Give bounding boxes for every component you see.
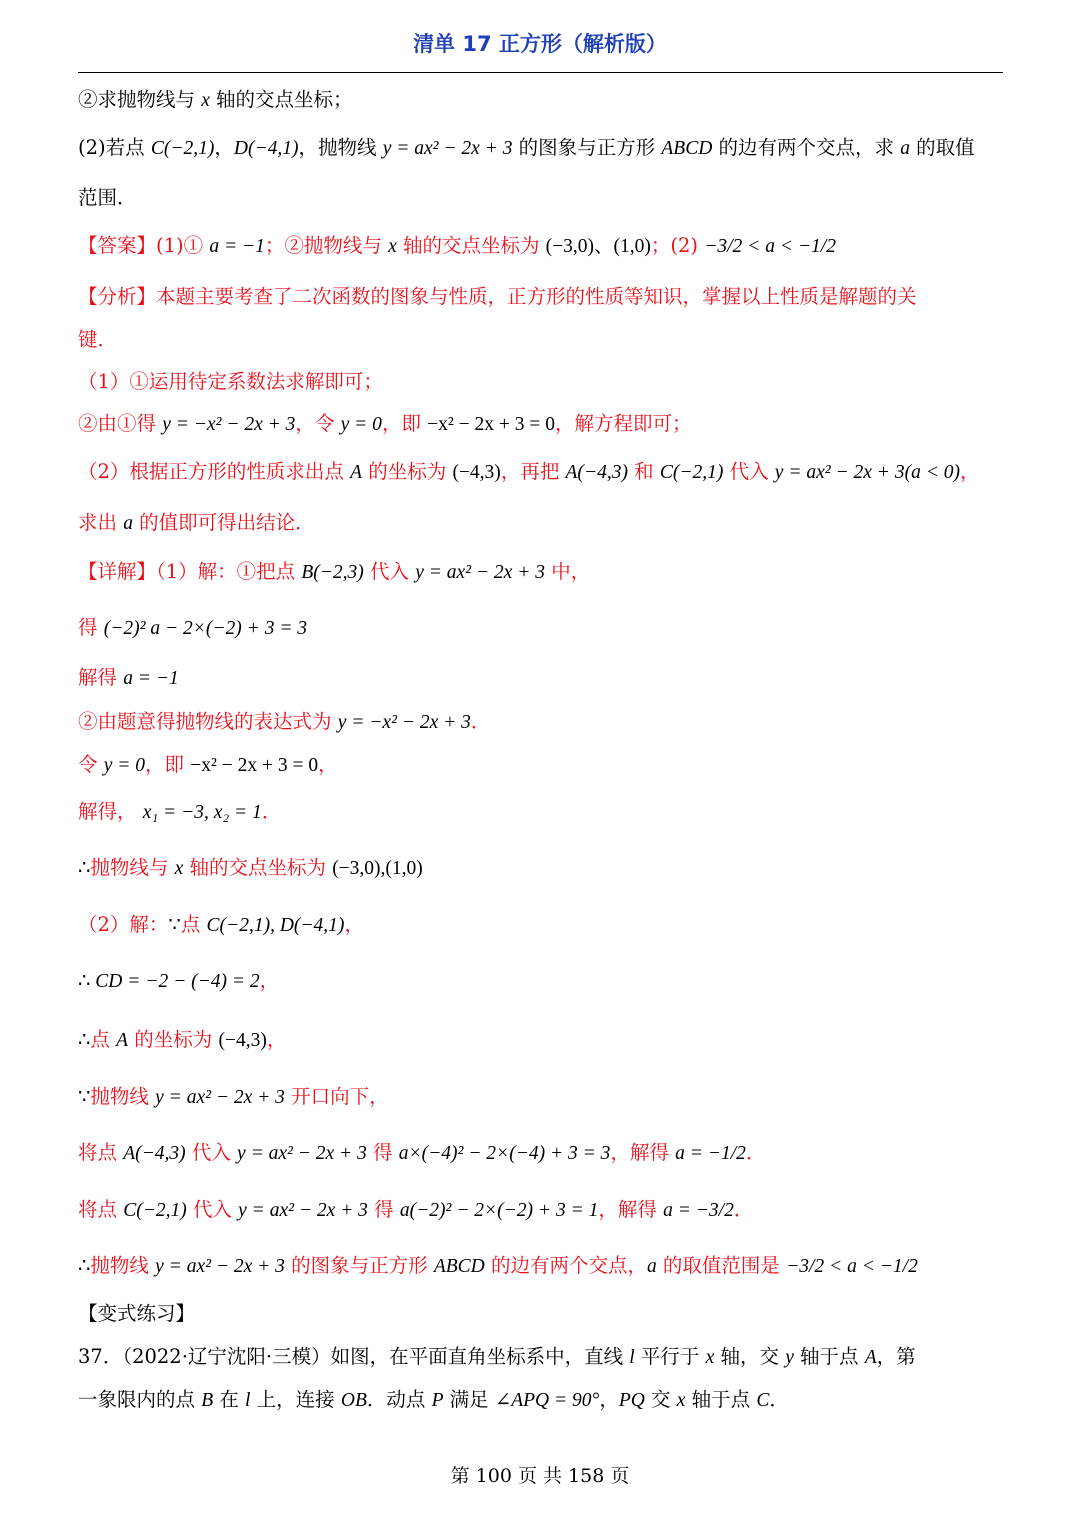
text-segment: 将点 (78, 1141, 124, 1164)
text-segment: ． (470, 710, 491, 733)
math-expression: P (431, 1390, 444, 1411)
text-segment: 得 (366, 1141, 399, 1164)
math-expression: (−4,3) (218, 1030, 267, 1051)
text-segment: 交 (644, 1388, 677, 1411)
text-line-l2 (78, 134, 1003, 163)
text-line-l18 (78, 911, 1003, 940)
text-segment: ，抛物线 (298, 136, 383, 159)
text-line-l13 (78, 664, 1003, 693)
text-segment: 代入 (186, 1198, 239, 1221)
math-expression: y = −x² − 2x + 3 (162, 414, 296, 435)
math-expression: ∴ (78, 1256, 91, 1277)
text-segment: 点 (180, 913, 207, 936)
text-segment: ，解得 (610, 1141, 676, 1164)
text-segment: ， (344, 913, 364, 936)
math-expression: (−3,0)、(1,0) (545, 236, 651, 257)
text-segment: 轴，交 (714, 1345, 786, 1368)
text-segment: 轴于点 (685, 1388, 757, 1411)
text-segment: （2）解： (78, 913, 169, 936)
math-expression: C(−2,1) (150, 138, 215, 159)
math-expression: −3/2 < a < −1/2 (704, 236, 836, 257)
math-expression: ∴ (78, 858, 91, 879)
text-segment: （2）根据正方形的性质求出点 (78, 460, 351, 483)
text-line-l27 (78, 1386, 1003, 1415)
text-segment: 满足 (443, 1388, 495, 1411)
math-expression: a (123, 513, 133, 534)
text-segment: ． (261, 800, 282, 823)
text-line-l5 (78, 283, 1003, 311)
text-segment: 键． (78, 328, 118, 351)
text-segment: ， (266, 1028, 287, 1051)
math-expression: CD = −2 − (−4) = 2 (95, 971, 260, 992)
text-line-l10 (78, 509, 1003, 538)
header-rule (78, 72, 1003, 73)
math-expression: A (350, 462, 363, 483)
text-segment: 将点 (78, 1198, 124, 1221)
math-expression: y = ax² − 2x + 3 (415, 562, 545, 583)
text-line-l17 (78, 854, 1003, 883)
text-segment: 一象限内的点 (78, 1388, 202, 1411)
math-expression: D(−4,1) (233, 138, 299, 159)
math-expression: −x² − 2x + 3 = 0 (190, 755, 319, 776)
text-segment: 轴的交点坐标； (209, 88, 353, 111)
text-segment: 平行于 (634, 1345, 706, 1368)
text-segment: 【分析】本题主要考查了二次函数的图象与性质，正方形的性质等知识，掌握以上性质是解题的关 (78, 285, 917, 308)
text-segment: 点 (90, 1028, 117, 1051)
text-segment: 解得， (78, 800, 143, 823)
math-expression: a = −1 (209, 236, 265, 257)
text-line-l9 (78, 458, 1003, 487)
text-segment: 令 (78, 753, 104, 776)
math-expression: a (900, 138, 910, 159)
math-expression: a(−2)² − 2×(−2) + 3 = 1 (399, 1200, 599, 1221)
math-expression: y = ax² − 2x + 3(a < 0) (774, 462, 960, 483)
math-expression: y = ax² − 2x + 3 (238, 1200, 368, 1221)
text-segment: 轴于点 (793, 1345, 865, 1368)
text-line-l11 (78, 558, 1003, 587)
math-expression: a = −1 (123, 668, 179, 689)
math-expression: y = ax² − 2x + 3 (237, 1143, 367, 1164)
text-segment: ②由①得 (78, 412, 163, 435)
text-line-l19 (78, 967, 1003, 996)
text-line-l26 (78, 1343, 1003, 1372)
math-expression: x (705, 1347, 715, 1368)
text-segment: 得 (78, 616, 104, 639)
text-segment: 的取值 (909, 136, 975, 159)
math-expression: y = −x² − 2x + 3 (337, 712, 471, 733)
math-expression: B (201, 1390, 214, 1411)
text-segment: ， (318, 753, 338, 776)
text-segment: 的图象与正方形 (512, 136, 662, 159)
text-segment: ；(2) (650, 234, 705, 257)
text-line-l22 (78, 1139, 1003, 1168)
math-expression: OB (340, 1390, 367, 1411)
text-segment: 【详解】（1）解：①把点 (78, 560, 302, 583)
text-segment: ，再把 (500, 460, 566, 483)
text-segment: 【答案】(1)① (78, 234, 210, 257)
text-segment: 代入 (185, 1141, 238, 1164)
text-line-l24 (78, 1252, 1003, 1281)
math-expression: a×(−4)² − 2×(−4) + 3 = 3 (398, 1143, 611, 1164)
math-expression: C(−2,1), D(−4,1) (206, 915, 345, 936)
text-segment: 解得 (78, 666, 124, 689)
text-segment: ， (959, 460, 980, 483)
text-segment: (2)若点 (78, 136, 151, 159)
math-expression: ABCD (661, 138, 713, 159)
text-segment: ，解方程即可； (554, 412, 692, 435)
math-expression: B(−2,3) (301, 562, 364, 583)
math-expression: −x² − 2x + 3 = 0 (427, 414, 555, 435)
math-expression: ∠APQ = 90° (494, 1390, 600, 1411)
text-segment: 的边有两个交点，求 (712, 136, 901, 159)
math-expression: a (646, 1256, 657, 1277)
text-segment: ， (214, 136, 234, 159)
text-line-l23 (78, 1196, 1003, 1225)
text-line-l4 (78, 232, 1003, 261)
math-expression: y = ax² − 2x + 3 (155, 1087, 285, 1108)
text-line-l6 (78, 326, 1003, 354)
text-segment: 37．（2022·辽宁沈阳·三模）如图，在平面直角坐标系中，直线 (78, 1345, 630, 1368)
math-expression: y = ax² − 2x + 3 (155, 1256, 285, 1277)
text-segment: 的坐标为 (128, 1028, 219, 1051)
text-segment: 上，连接 (250, 1388, 341, 1411)
text-line-l8 (78, 410, 1003, 439)
text-segment: 的值即可得出结论． (132, 511, 315, 534)
text-segment: ， (259, 969, 280, 992)
math-expression: ∵ (78, 1087, 91, 1108)
text-segment: ，即 (145, 753, 191, 776)
math-expression: a = −3/2 (663, 1200, 734, 1221)
math-expression: y (785, 1347, 794, 1368)
math-expression: y = 0 (103, 755, 146, 776)
text-segment: 的图象与正方形 (284, 1254, 434, 1277)
text-line-l14 (78, 708, 1003, 737)
text-segment: ，解得 (598, 1198, 664, 1221)
math-expression: PQ (618, 1390, 645, 1411)
text-segment: ②由题意得抛物线的表达式为 (78, 710, 338, 733)
text-line-l15 (78, 751, 1003, 780)
text-segment: （1）①运用待定系数法求解即可； (78, 370, 383, 393)
math-expression: a = −1/2 (675, 1143, 746, 1164)
math-expression: ∴ (78, 971, 96, 992)
math-expression: y = ax² − 2x + 3 (382, 138, 513, 159)
math-expression: A (116, 1030, 129, 1051)
math-expression: x₁ = −3, x₂ = 1 (142, 802, 262, 823)
text-segment: 得 (367, 1198, 400, 1221)
math-expression: x (201, 90, 210, 111)
math-expression: C(−2,1) (123, 1200, 187, 1221)
text-segment: ．动点 (366, 1388, 432, 1411)
text-segment: ；②抛物线与 (264, 234, 389, 257)
text-segment: ． (745, 1141, 766, 1164)
text-segment: 代入 (723, 460, 775, 483)
math-expression: C(−2,1) (659, 462, 724, 483)
text-segment: ，即 (381, 412, 428, 435)
text-segment: 轴的交点坐标为 (396, 234, 546, 257)
text-line-l12 (78, 614, 1003, 643)
text-segment: ． (769, 1388, 789, 1411)
math-expression: A(−4,3) (123, 1143, 186, 1164)
math-expression: l (245, 1390, 251, 1411)
page-header-title: 清单 17 正方形（解析版） (413, 32, 667, 56)
math-expression: (−3,0),(1,0) (332, 858, 423, 879)
text-segment: 的边有两个交点， (484, 1254, 647, 1277)
text-segment: 中， (545, 560, 591, 583)
text-segment: ，第 (876, 1345, 916, 1368)
text-segment: ，令 (295, 412, 341, 435)
text-segment: 抛物线 (90, 1254, 156, 1277)
text-segment: ． (733, 1198, 754, 1221)
math-expression: −3/2 < a < −1/2 (786, 1256, 918, 1277)
text-segment: 求出 (78, 511, 124, 534)
math-expression: (−4,3) (452, 462, 501, 483)
text-segment: ②求抛物线与 (78, 88, 202, 111)
math-expression: C (756, 1390, 770, 1411)
text-segment: ， (599, 1388, 619, 1411)
math-expression: y = 0 (340, 414, 382, 435)
math-expression: A(−4,3) (565, 462, 628, 483)
text-segment: 代入 (363, 560, 416, 583)
math-expression: ∵ (168, 915, 181, 936)
text-line-l3 (78, 184, 1003, 212)
math-expression: (−2)² a − 2×(−2) + 3 = 3 (103, 618, 308, 639)
math-expression: A (864, 1347, 877, 1368)
text-segment: 在 (213, 1388, 246, 1411)
text-line-l16 (78, 798, 1003, 827)
text-segment: 范围． (78, 186, 137, 209)
text-line-l7 (78, 368, 1003, 396)
math-expression: l (629, 1347, 635, 1368)
text-segment: 抛物线与 (90, 856, 175, 879)
text-segment: 【变式练习】 (78, 1302, 196, 1325)
page-footer: 第 100 页 共 158 页 (450, 1465, 630, 1487)
text-segment: 的坐标为 (362, 460, 453, 483)
text-line-l1 (78, 86, 1003, 115)
text-segment: 开口向下， (284, 1085, 389, 1108)
text-line-l21 (78, 1083, 1003, 1112)
text-segment: 的取值范围是 (656, 1254, 787, 1277)
text-segment: 和 (627, 460, 660, 483)
math-expression: ABCD (433, 1256, 485, 1277)
text-line-l25 (78, 1300, 1003, 1328)
math-expression: x (676, 1390, 686, 1411)
text-segment: 抛物线 (90, 1085, 156, 1108)
math-expression: ∴ (78, 1030, 91, 1051)
math-expression: x (388, 236, 397, 257)
text-line-l20 (78, 1026, 1003, 1055)
text-segment: 轴的交点坐标为 (183, 856, 333, 879)
math-expression: x (174, 858, 184, 879)
